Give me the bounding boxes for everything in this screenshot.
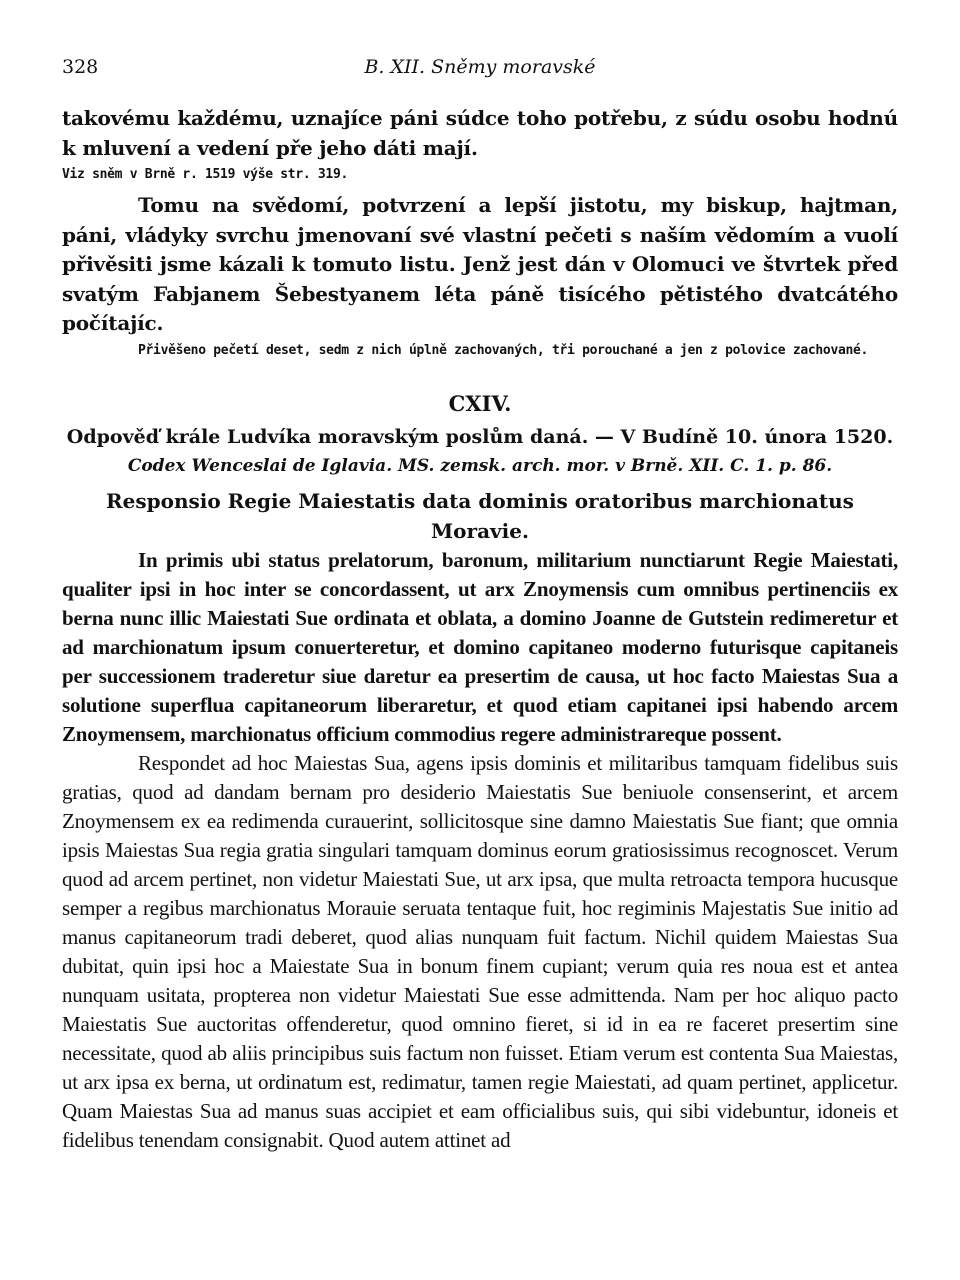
latin-title: Responsio Regie Maiestatis data dominis oratoribus marchionatus Moravie. [106, 488, 854, 543]
reference-note: Viz sněm v Brně r. 1519 výše str. 319. [62, 167, 349, 182]
czech-paragraph-continued: takovému každému, uznajíce páni súdce toho potřebu, z súdu osobu hodnú k mluvení a vedení pře jeho dáti mají. [62, 106, 898, 160]
latin-paragraph-2: Respondet ad hoc Maiestas Sua, agens ipsis dominis et militaribus tamquam fidelibus suis gratias, quod ad dandam bernam pro desiderio Maiestatis Sue beniuole consenserint, et arcem Znoymensem ex ea redimenda curauerint, sollicitosque sine damno Maiestatis Sue fiant; que omnia ipsis Maiestas Sua regia gratia singulari tamquam dominus eorum gratiosissimus recognoscet. Verum quod ad arcem pertinet, non videtur Maiestati Sue, ut arx ipsa, que multa retroacta tempora hucusque semper a regibus marchionatus Morauie seruata tentaque fuit, hoc regiminis Majestatis Sue initio ad manus capitaneorum tradi deberet, quod alias nunquam fuit factum. Nichil quidem Maiestas Sua dubitat, quin ipsi hoc a Maiestate Sua in bonum finem cupiant; verum quia res noua est et antea nunquam usitata, propterea non videtur Maiestati Sue esse admittenda. Nam per hoc aliquo pacto Maiestatis Sue auctoritas offenderetur, quod omnino fieret, si id in ea re faceret presertim sine necessitate, quod ab aliis principibus suis factum non fuisset. Etiam verum est contenta Sua Maiestas, ut arx ipsa ex berna, ut ordinatum est, redimatur, tamen regie Maiestati, ad quam pertinet, applicetur. Quam Maiestas Sua ad manus suas accipiet et eam officialibus suis, qui sibi videbuntur, idoneis et fidelibus tenendam consignabit. Quod autem attinet ad [62, 750, 898, 1152]
seal-note: Přivěšeno pečetí deset, sedm z nich úplně zachovaných, tři porouchané a jen z polovice zachované. [138, 342, 869, 358]
running-title: B. XII. Sněmy moravské [364, 56, 596, 78]
document-number: CXIV. [448, 390, 512, 416]
page-content [62, 104, 898, 1155]
czech-paragraph-attestation: Tomu na svědomí, potvrzení a lepší jistotu, my biskup, hajtman, páni, vládyky svrchu jmenovaní své vlastní pečeti s naším vědomím a vuolí přivěsiti jsme kázali k tomuto listu. Jenž jest dán v Olomuci ve štvrtek před svatým Fabjanem Šebestyanem léta páně tisícého pětistého dvatcátého počítajíc. [62, 193, 898, 335]
latin-paragraph-1: In primis ubi status prelatorum, baronum, militarium nunctiarunt Regie Maiestati, qualiter ipsi in hoc inter se concordassent, ut arx Znoymensis cum omnibus pertinenciis ex berna nunc illic Maiestati Sue ordinata et oblata, a domino Joanne de Gutstein redimeretur et ad marchionatum ipsum conuerteretur, et domino capitaneo moderno futurisque capitaneis per successionem traderetur siue daretur ea presertim de causa, ut hoc facto Maiestas Sua a solutione superflua capitaneorum liberaretur, et quod etiam capitanei ipsi habendo arcem Znoymensem, marchionatus officium commodius regere administrareque possent. [62, 547, 898, 746]
page-number: 328 [62, 56, 99, 78]
page-header [62, 56, 898, 86]
document-heading: Odpověď krále Ludvíka moravským poslům daná. — V Budíně 10. února 1520. [66, 425, 894, 448]
source-citation: Codex Wenceslai de Iglavia. MS. zemsk. arch. mor. v Brně. XII. C. 1. p. 86. [127, 455, 833, 476]
